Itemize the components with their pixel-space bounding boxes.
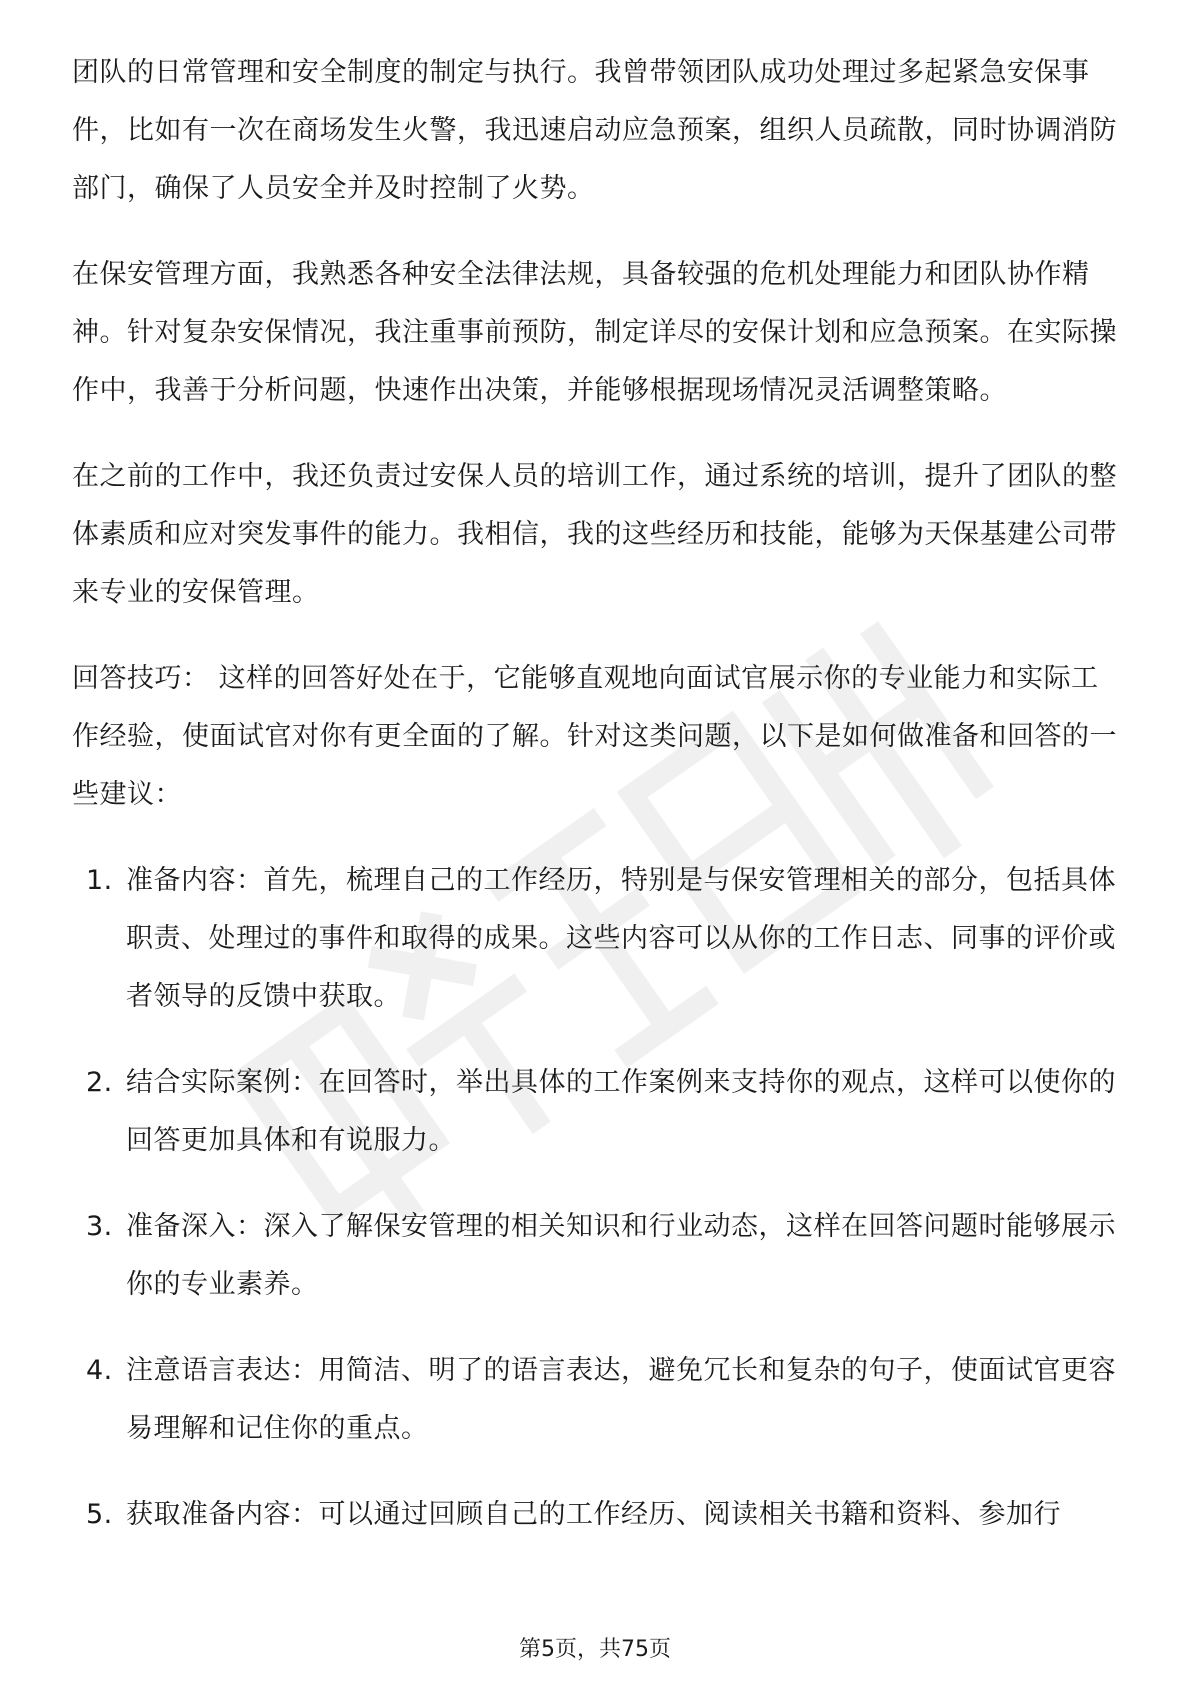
list-item-number: 3.	[86, 1211, 113, 1242]
list-item	[72, 1198, 1120, 1314]
list-item-number: 1.	[86, 865, 113, 896]
paragraph-security-management: 在保安管理方面，我熟悉各种安全法律法规，具备较强的危机处理能力和团队协作精神。针对复杂安保情况，我注重事前预防，制定详尽的安保计划和应急预案。在实际操作中，我善于分析问题，快速作出决策，并能够根据现场情况灵活调整策略。	[72, 259, 1117, 406]
list-item-text: 准备深入：深入了解保安管理的相关知识和行业动态，这样在回答问题时能够展示你的专业素养。	[126, 1211, 1116, 1300]
document-body	[72, 44, 1120, 1572]
list-item-text: 准备内容：首先，梳理自己的工作经历，特别是与保安管理相关的部分，包括具体职责、处理过的事件和取得的成果。这些内容可以从你的工作日志、同事的评价或者领导的反馈中获取。	[126, 865, 1116, 1012]
list-item-number: 5.	[86, 1499, 113, 1530]
paragraph-answer-tips: 回答技巧： 这样的回答好处在于，它能够直观地向面试官展示你的专业能力和实际工作经验，使面试官对你有更全面的了解。针对这类问题，以下是如何做准备和回答的一些建议：	[72, 663, 1117, 810]
list-item	[72, 1486, 1120, 1544]
list-item	[72, 1342, 1120, 1458]
list-item	[72, 1054, 1120, 1170]
list-item-number: 2.	[86, 1067, 113, 1098]
list-item-number: 4.	[86, 1355, 113, 1386]
paragraph-team-management: 团队的日常管理和安全制度的制定与执行。我曾带领团队成功处理过多起紧急安保事件，比如有一次在商场发生火警，我迅速启动应急预案，组织人员疏散，同时协调消防部门，确保了人员安全并及时控制了火势。	[72, 57, 1117, 204]
page-number-footer: 第5页，共75页	[519, 1637, 671, 1662]
paragraph-training-experience: 在之前的工作中，我还负责过安保人员的培训工作，通过系统的培训，提升了团队的整体素质和应对突发事件的能力。我相信，我的这些经历和技能，能够为天保基建公司带来专业的安保管理。	[72, 461, 1117, 608]
tips-list	[72, 852, 1120, 1544]
list-item	[72, 852, 1120, 1026]
list-item-text: 获取准备内容：可以通过回顾自己的工作经历、阅读相关书籍和资料、参加行	[126, 1499, 1061, 1530]
list-item-text: 注意语言表达：用简洁、明了的语言表达，避免冗长和复杂的句子，使面试官更容易理解和记住你的重点。	[126, 1355, 1116, 1444]
list-item-text: 结合实际案例：在回答时，举出具体的工作案例来支持你的观点，这样可以使你的回答更加具体和有说服力。	[126, 1067, 1116, 1156]
